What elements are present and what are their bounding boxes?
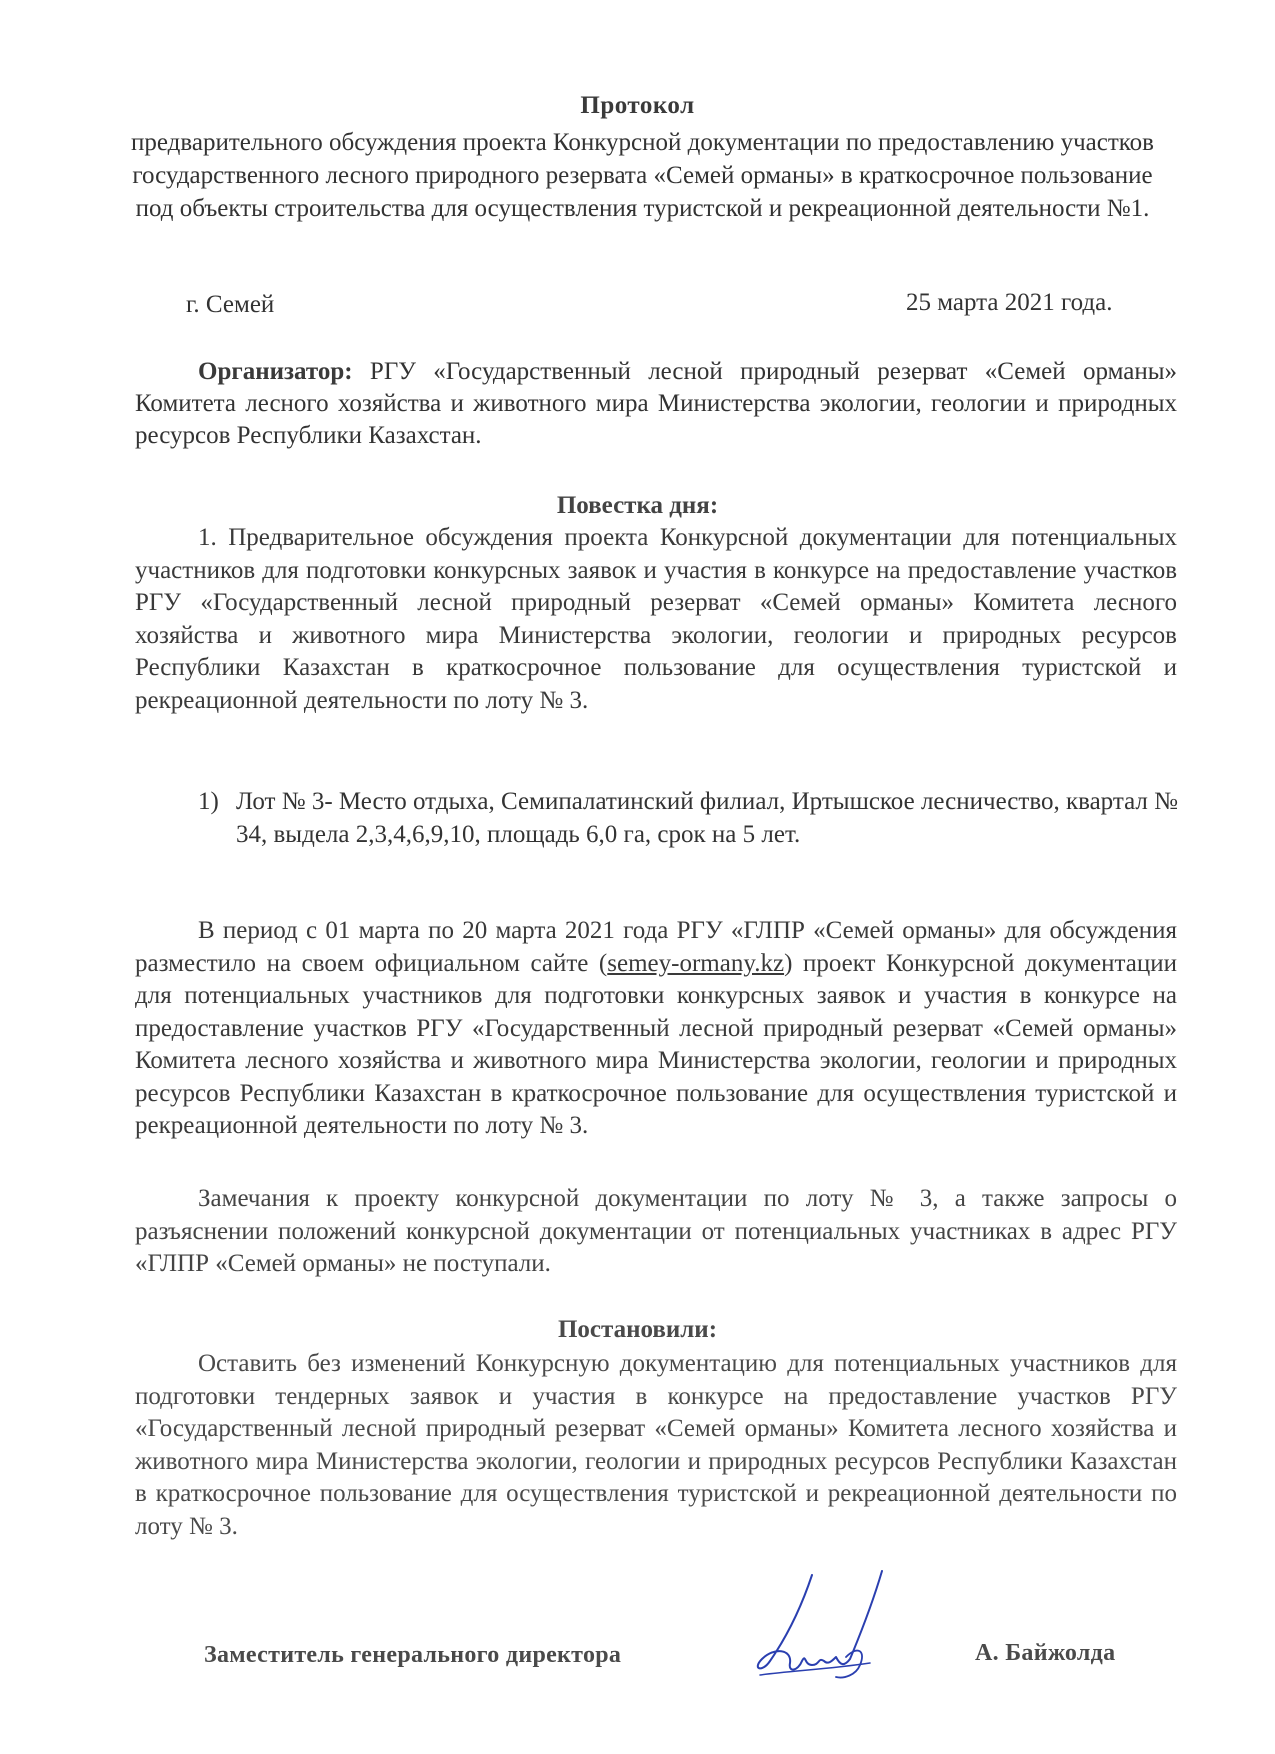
signature-image <box>740 1565 900 1685</box>
document-title: Протокол <box>580 92 695 119</box>
signatory-title: Заместитель генерального директора <box>204 1642 622 1668</box>
period-paragraph <box>135 915 1177 1143</box>
document-date: 25 марта 2021 года. <box>906 289 1113 316</box>
document-city: г. Семей <box>186 291 275 318</box>
lot-number: 1) <box>198 788 219 815</box>
lot-text: Лот № 3- Место отдыха, Семипалатинский филиал, Иртышское лесничество, квартал № 34, выдела 2,3,4,6,9,10, площадь 6,0 га, срок на 5 лет. <box>236 788 1178 848</box>
organizer-label: Организатор: <box>198 358 353 385</box>
agenda-item: 1. Предварительное обсуждения проекта Конкурсной документации для потенциальных участников для подготовки конкурсных заявок и участия в конкурсе на предоставление участков РГУ «Государственный лесной природный резерват «Семей орманы» Комитета лесного хозяйства и животного мира Министерства экологии, геологии и природных ресурсов Республики Казахстан в краткосрочное пользование для осуществления туристской и рекреационной деятельности по лоту № 3. <box>135 524 1177 714</box>
signatory-name: А. Байжолда <box>975 1640 1116 1666</box>
organizer-paragraph <box>135 356 1177 452</box>
lot-item <box>198 786 1178 851</box>
resolved-heading: Постановили: <box>557 1316 718 1343</box>
period-text-before: В период с 01 марта по 20 марта 2021 года РГУ «ГЛПР «Семей орманы» для обсуждения разместило на своем официальном сайте ( <box>135 917 1177 977</box>
website-link[interactable]: semey-ormany.kz <box>607 949 785 977</box>
agenda-heading: Повестка дня: <box>556 492 719 519</box>
resolution-paragraph: Оставить без изменений Конкурсную документацию для потенциальных участников для подготовки тендерных заявок и участия в конкурсе на предоставление участков РГУ «Государственный лесной природный резерват «Семей орманы» Комитета лесного хозяйства и животного мира Министерства экологии, геологии и природных ресурсов Республики Казахстан в краткосрочное пользование для осуществления туристской и рекреационной деятельности по лоту № 3. <box>135 1350 1177 1540</box>
document-subtitle: предварительного обсуждения проекта Конкурсной документации по предоставлению участков государственного лесного природного резервата «Семей орманы» в краткосрочное пользование под объекты строительства для осуществления туристской и рекреационной деятельности №1. <box>131 129 1154 222</box>
period-text-after: ) проект Конкурсной документации для потенциальных участников для подготовки конкурсных заявок и участия в конкурсе на предоставление участков РГУ «Государственный лесной природный резерват «Семей орманы» Комитета лесного хозяйства и животного мира Министерства экологии, геологии и природных ресурсов Республики Казахстан в краткосрочное пользование для осуществления туристской и рекреационной деятельности по лоту № 3. <box>135 949 1177 1139</box>
organizer-text: РГУ «Государственный лесной природный резерват «Семей орманы» Комитета лесного хозяйства и животного мира Министерства экологии, геологии и природных ресурсов Республики Казахстан. <box>135 358 1177 449</box>
remarks-paragraph: Замечания к проекту конкурсной документации по лоту № 3, а также запросы о разъяснении положений конкурсной документации от потенциальных участниках в адрес РГУ «ГЛПР «Семей орманы» не поступали. <box>135 1185 1177 1277</box>
